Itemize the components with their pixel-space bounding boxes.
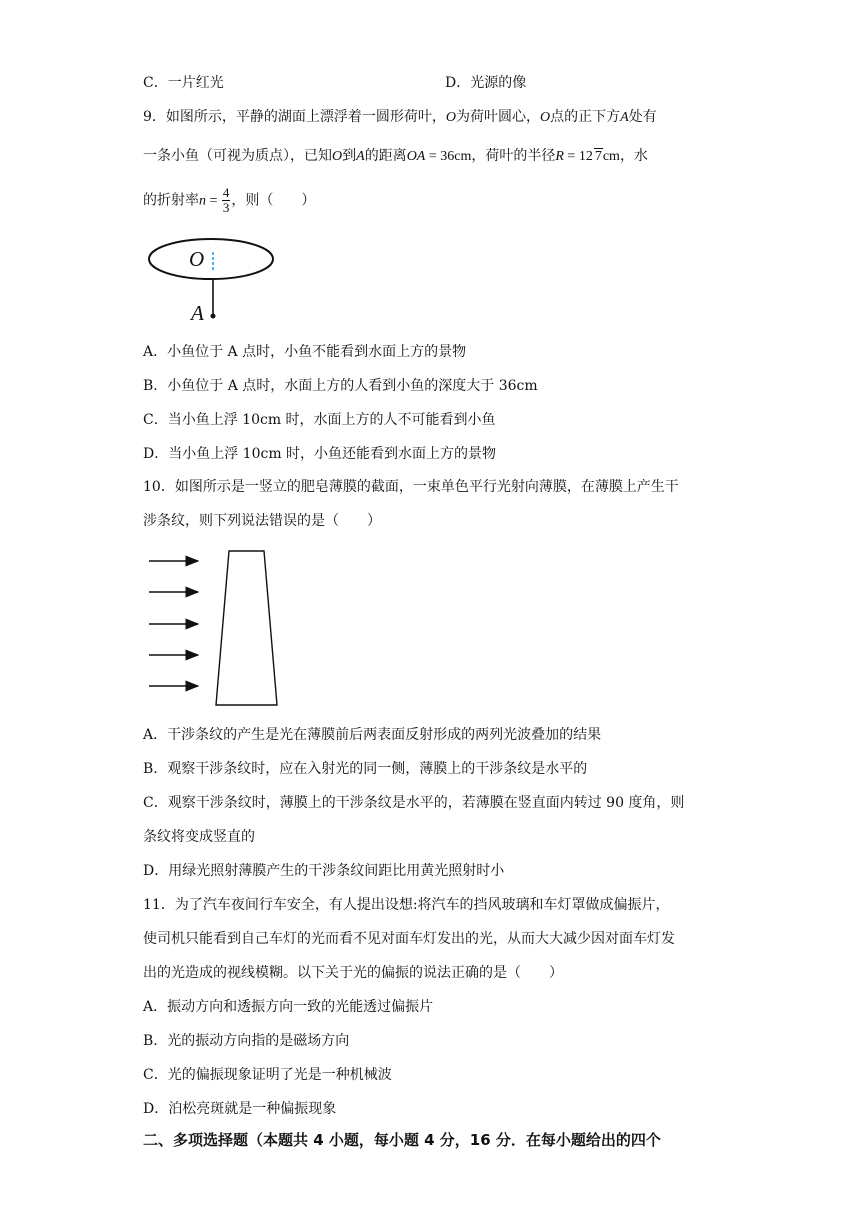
q10-option-c: C．观察干涉条纹时，薄膜上的干涉条纹是水平的，若薄膜在竖直面内转过 90 度角，则 bbox=[143, 795, 685, 811]
q10-option-a: A．干涉条纹的产生是光在薄膜前后两表面反射形成的两列光波叠加的结果 bbox=[143, 727, 602, 743]
label-a: A bbox=[191, 301, 204, 325]
option-d-prev: D．光源的像 bbox=[445, 75, 527, 91]
q10-option-b: B．观察干涉条纹时，应在入射光的同一侧，薄膜上的干涉条纹是水平的 bbox=[143, 761, 588, 777]
q11-line1: 11．为了汽车夜间行车安全，有人提出设想:将汽车的挡风玻璃和车灯罩做成偏振片， bbox=[143, 897, 670, 913]
fish-point bbox=[211, 314, 216, 319]
q10-line1: 10．如图所示是一竖立的肥皂薄膜的截面，一束单色平行光射向薄膜，在薄膜上产生干 bbox=[143, 479, 679, 495]
section-2-heading: 二、多项选择题（本题共 4 小题，每小题 4 分，16 分．在每小题给出的四个 bbox=[143, 1131, 661, 1149]
q11-option-d: D．泊松亮斑就是一种偏振现象 bbox=[143, 1101, 337, 1117]
q10-option-d: D．用绿光照射薄膜产生的干涉条纹间距比用黄光照射时小 bbox=[143, 863, 505, 879]
q9-option-a: A．小鱼位于 A 点时，小鱼不能看到水面上方的景物 bbox=[143, 344, 467, 360]
q9-option-c: C．当小鱼上浮 10cm 时，水面上方的人不可能看到小鱼 bbox=[143, 412, 496, 428]
soap-film-figure bbox=[145, 545, 285, 710]
q11-option-a: A．振动方向和透振方向一致的光能透过偏振片 bbox=[143, 999, 434, 1015]
q11-line2: 使司机只能看到自己车灯的光而看不见对面车灯发出的光，从而大大减少因对面车灯发 bbox=[143, 931, 675, 947]
refractive-index-fraction: $\frac{4}{3}$ bbox=[222, 185, 230, 215]
soap-film-trapezoid bbox=[216, 551, 277, 705]
label-o: O bbox=[189, 247, 205, 271]
q9-option-b: B．小鱼位于 A 点时，水面上方的人看到小鱼的深度大于 36cm bbox=[143, 378, 538, 394]
q11-option-c: C．光的偏振现象证明了光是一种机械波 bbox=[143, 1067, 392, 1083]
q9-line3: 的折射率n = $\frac{4}{3}$ ，则（ ） bbox=[143, 185, 316, 215]
q9-line2: 一条小鱼（可视为质点），已知O到A的距离OA = 36cm，荷叶的半径R = 12 7cm，水 bbox=[143, 148, 648, 164]
lotus-leaf-figure bbox=[140, 232, 290, 328]
q9-line1: 9．如图所示，平静的湖面上漂浮着一圆形荷叶，O为荷叶圆心，O点的正下方A处有 bbox=[143, 109, 657, 125]
q11-line3: 出的光造成的视线模糊。以下关于光的偏振的说法正确的是（ ） bbox=[143, 965, 563, 981]
q10-option-c-cont: 条纹将变成竖直的 bbox=[143, 829, 255, 845]
q11-option-b: B．光的振动方向指的是磁场方向 bbox=[143, 1033, 350, 1049]
option-c-prev: C．一片红光 bbox=[143, 75, 224, 91]
q9-option-d: D．当小鱼上浮 10cm 时，小鱼还能看到水面上方的景物 bbox=[143, 446, 497, 462]
lotus-leaf-ellipse bbox=[149, 239, 273, 279]
q10-line2: 涉条纹，则下列说法错误的是（ ） bbox=[143, 513, 381, 529]
